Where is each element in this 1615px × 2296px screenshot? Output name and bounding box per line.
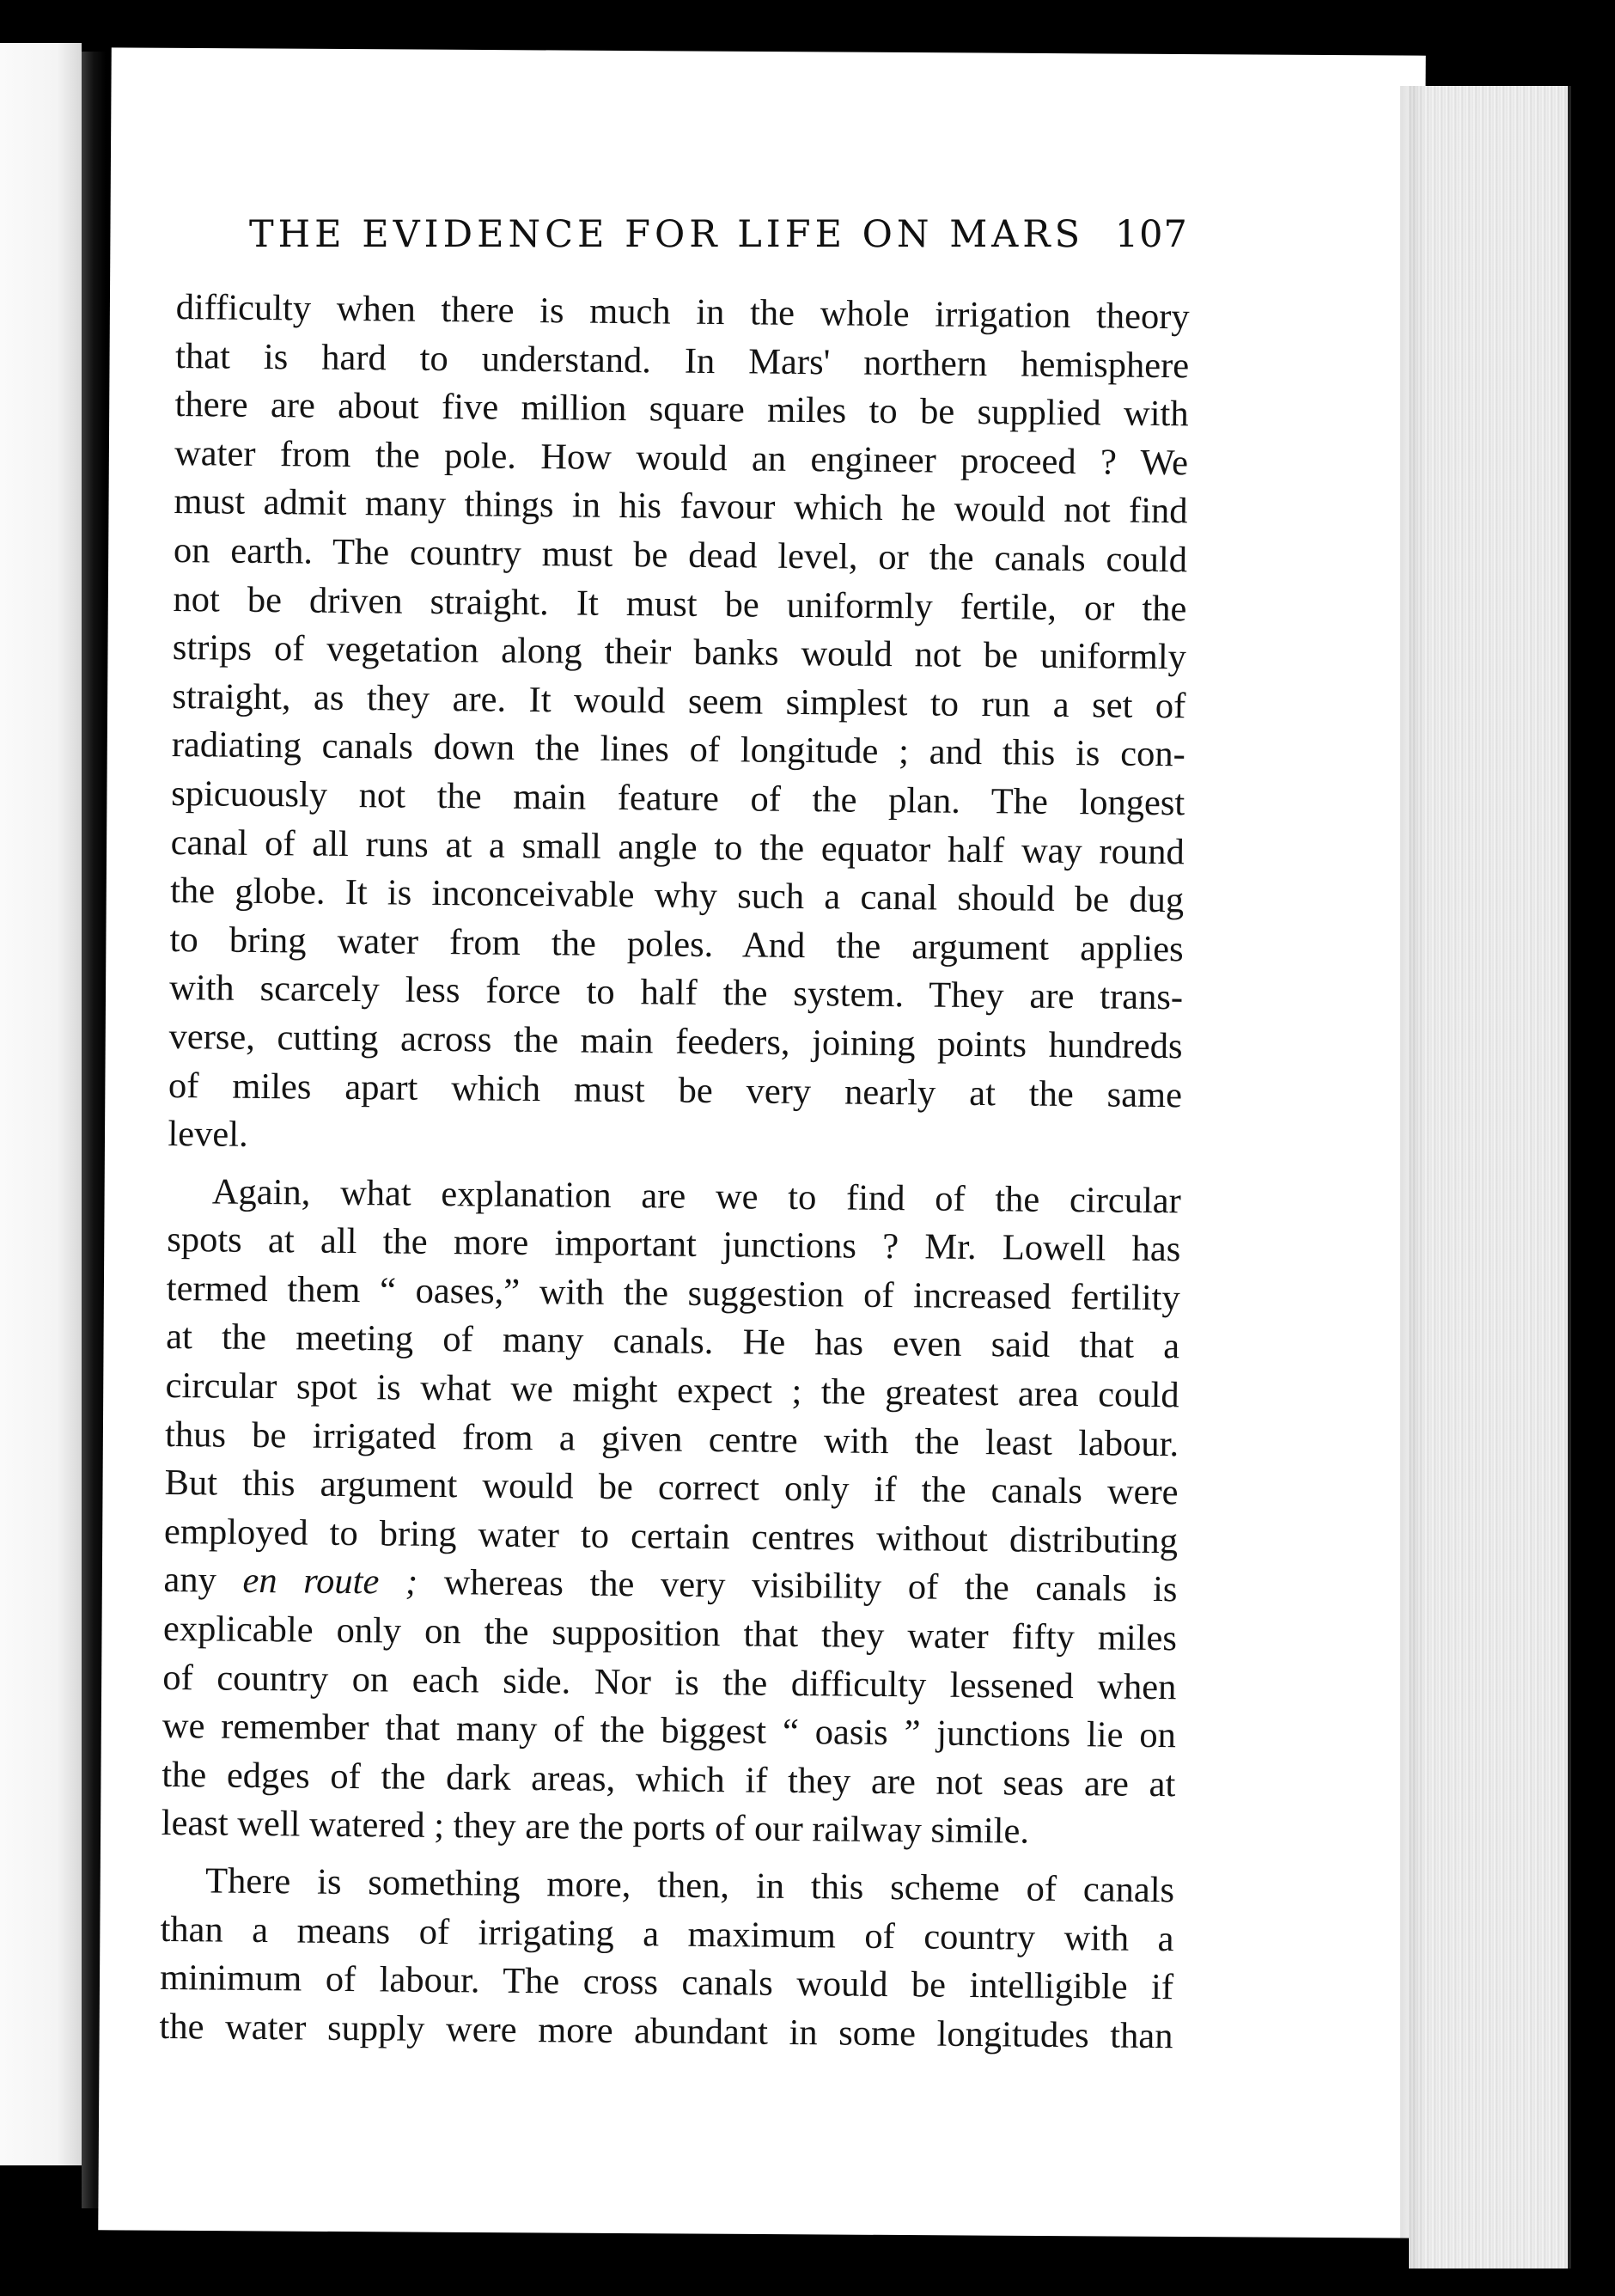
running-head-title: THE EVIDENCE FOR LIFE ON MARS	[249, 213, 1085, 256]
facing-page-edge	[0, 43, 82, 2165]
text-line: there are about five million square miles to be supplied with	[174, 384, 1189, 435]
text-line: on earth. The country must be dead level, or the canals could	[173, 529, 1188, 581]
text-line: than a means of irrigating a maximum of country with a	[160, 1908, 1174, 1959]
body-text	[159, 284, 1190, 2061]
text-line: that is hard to understand. In Mars' northern hemisphere	[174, 335, 1190, 386]
text-line: termed them “ oases,” with the suggestion of increased fertility	[166, 1267, 1180, 1319]
text-line: the water supply were more abundant in some longitudes than	[159, 2006, 1173, 2057]
text-line: of miles apart which must be very nearly at the same	[168, 1065, 1183, 1115]
text-line: difficulty when there is much in the whole irrigation theory	[175, 286, 1190, 338]
text-line: must admit many things in his favour which he would not find	[174, 481, 1188, 532]
paragraph	[168, 284, 1190, 1169]
text-line: There is something more, then, in this scheme of canals	[204, 1860, 1175, 1911]
text-fragment: whereas the very visibility of the canals is	[443, 1562, 1178, 1610]
text-line: at the meeting of many canals. He has even said that a	[166, 1316, 1180, 1367]
text-line: the globe. It is inconceivable why such a canal should be dug	[169, 870, 1185, 921]
text-line: minimum of labour. The cross canals would be intelligible if	[159, 1957, 1174, 2008]
text-line: straight, as they are. It would seem simplest to run a set of	[172, 675, 1186, 727]
text-line: strips of vegetation along their banks would not be uniformly	[172, 627, 1187, 678]
text-line: of country on each side. Nor is the difficulty lessened when	[162, 1657, 1177, 1707]
text-line: with scarcely less force to half the system. They are trans-	[168, 968, 1184, 1018]
italic-phrase: en route ;	[242, 1560, 418, 1603]
text-line: verse, cutting across the main feeders, joining points hundreds	[168, 1016, 1183, 1067]
page-number: 107	[1114, 213, 1188, 256]
text-line: circular spot is what we might expect ; the greatest area could	[165, 1365, 1179, 1416]
text-line: canal of all runs at a small angle to the equator half way round	[170, 821, 1185, 872]
text-line: But this argument would be correct only if the canals were	[164, 1462, 1179, 1513]
text-line: we remember that many of the biggest “ oasis ” junctions lie on	[162, 1706, 1177, 1756]
running-head	[249, 213, 1194, 256]
text-line: spots at all the more important junctions ? Mr. Lowell has	[167, 1219, 1181, 1270]
page-edge-shadow	[1400, 86, 1426, 2269]
paragraph	[159, 1857, 1174, 2061]
text-line: thus be irrigated from a given centre with the least labour.	[164, 1414, 1179, 1464]
text-line: to bring water from the poles. And the argument applies	[169, 919, 1184, 970]
text-line: not be driven straight. It must be uniformly fertile, or the	[173, 578, 1187, 629]
text-line: spicuously not the main feature of the plan. The longest	[171, 772, 1185, 824]
paragraph	[162, 1168, 1182, 1859]
text-line: water from the pole. How would an engineer proceed ? We	[174, 432, 1189, 484]
text-fragment: any	[163, 1560, 217, 1601]
text-line: least well watered ; they are the ports of our railway simile.	[161, 1803, 1030, 1853]
text-line: Again, what explanation are we to find of the circular	[211, 1171, 1182, 1221]
text-line: level.	[168, 1114, 248, 1155]
text-line: employed to bring water to certain centres without distributing	[163, 1511, 1179, 1562]
text-line: explicable only on the supposition that they water fifty miles	[162, 1608, 1178, 1659]
stacked-page-edges	[1409, 86, 1571, 2269]
text-line: the edges of the dark areas, which if they are not seas are at	[162, 1754, 1176, 1805]
text-line: radiating canals down the lines of longitude ; and this is con-	[171, 724, 1186, 775]
